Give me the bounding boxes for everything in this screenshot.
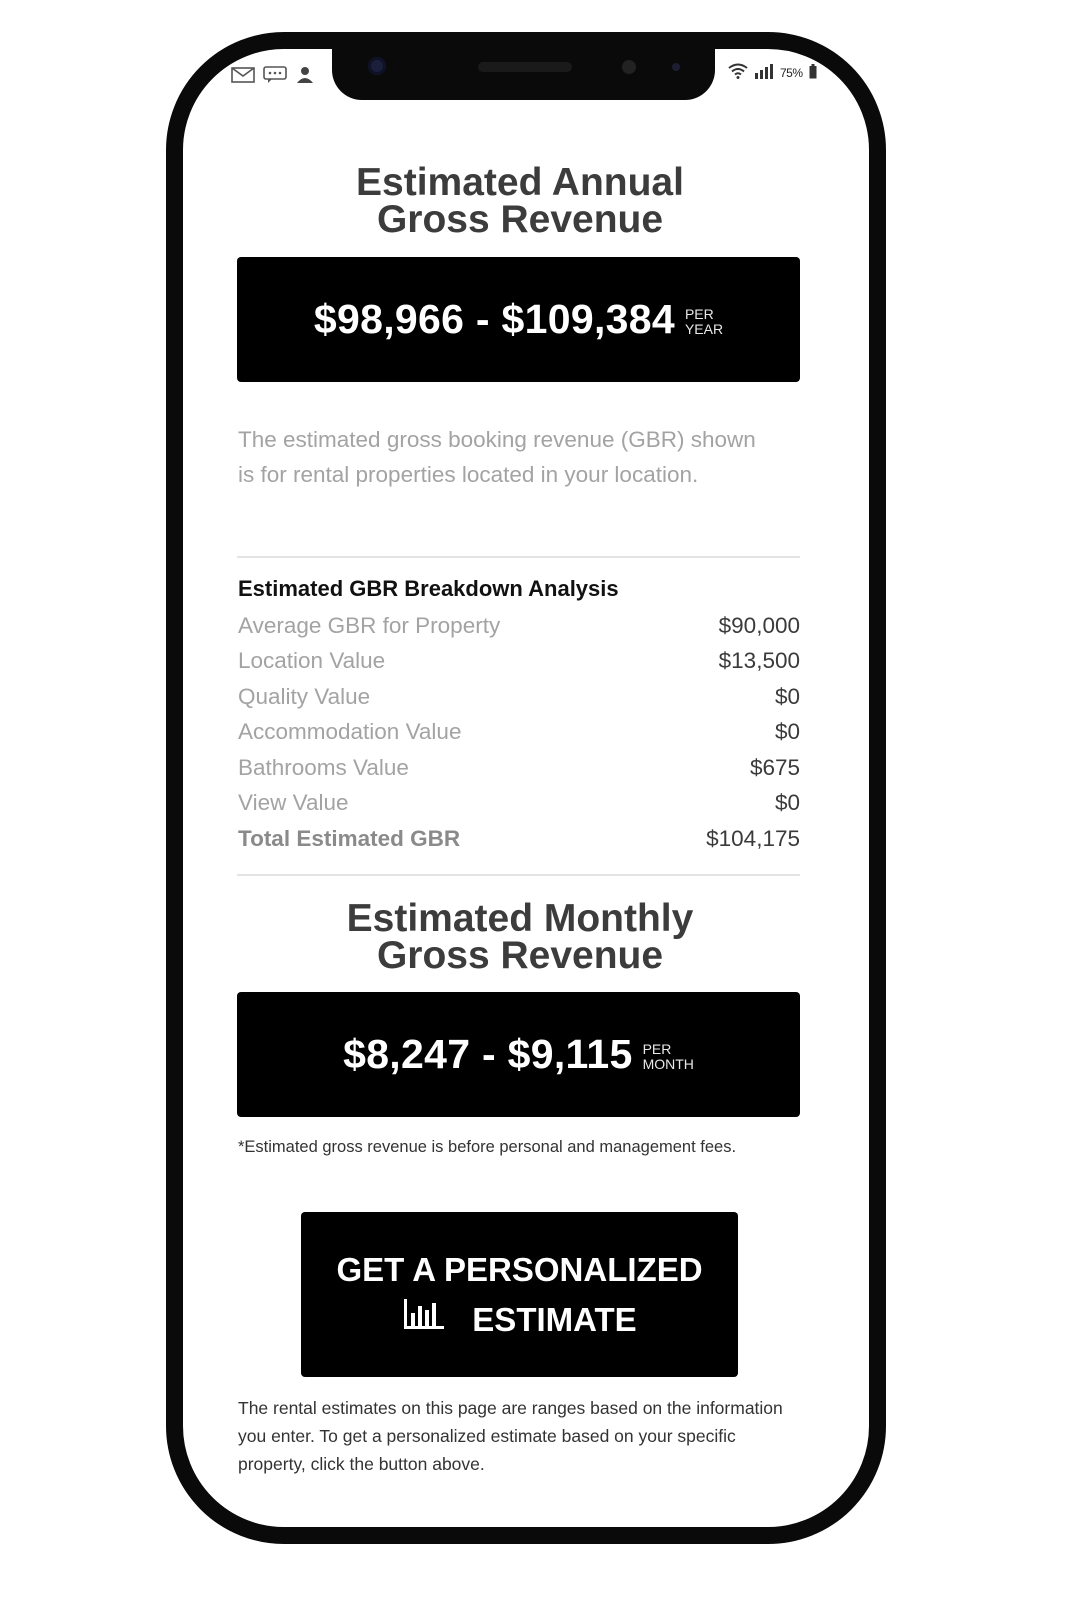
monthly-revenue-box — [237, 992, 800, 1117]
signal-icon — [754, 63, 774, 82]
breakdown-row — [238, 608, 800, 644]
breakdown-label: Accommodation Value — [238, 719, 462, 745]
estimate-disclaimer: The rental estimates on this page are ranges based on the information you enter. To get a personalized estimate based on your specific property, click the button above. — [238, 1398, 783, 1474]
status-bar-system — [728, 63, 817, 82]
breakdown-value: $0 — [774, 790, 800, 816]
personalized-estimate-button[interactable] — [301, 1212, 738, 1377]
earpiece-speaker — [478, 62, 572, 72]
breakdown-label: Average GBR for Property — [238, 612, 501, 638]
annual-title-line1: Estimated Annual — [356, 161, 684, 204]
message-icon — [263, 66, 287, 89]
monthly-title-line1: Estimated Monthly — [346, 897, 694, 940]
breakdown-value: $0 — [774, 719, 800, 745]
cta-line2 — [402, 1295, 636, 1345]
breakdown-row — [238, 644, 800, 680]
breakdown-label: Quality Value — [238, 683, 371, 709]
proximity-sensor — [622, 60, 636, 74]
status-bar-notifications — [231, 66, 315, 89]
cta-label-line2: ESTIMATE — [472, 1300, 637, 1338]
breakdown-row — [238, 750, 800, 786]
breakdown-total-label: Total Estimated GBR — [238, 825, 461, 851]
breakdown-title: Estimated GBR Breakdown Analysis — [238, 576, 619, 601]
divider — [237, 874, 800, 876]
breakdown-label: View Value — [238, 790, 349, 816]
battery-percent: 75% — [780, 65, 803, 80]
battery-icon — [809, 64, 817, 82]
breakdown-total-value: $104,175 — [706, 825, 800, 851]
monthly-unit-line2: MONTH — [642, 1055, 694, 1072]
breakdown-value: $675 — [749, 754, 800, 780]
divider — [237, 556, 800, 558]
breakdown-total-row — [238, 821, 800, 857]
wifi-icon — [728, 63, 748, 82]
mail-icon — [231, 67, 255, 88]
monthly-unit-line1: PER — [642, 1040, 672, 1057]
monthly-unit — [643, 1038, 694, 1072]
front-camera — [368, 57, 386, 75]
annual-unit-line2: YEAR — [684, 320, 724, 337]
annual-unit — [685, 303, 723, 337]
breakdown-row — [238, 679, 800, 715]
phone-notch — [332, 32, 715, 100]
monthly-revenue-range: $8,247 - $9,115 — [343, 1031, 633, 1077]
bar-chart-icon — [402, 1295, 446, 1345]
breakdown-label: Bathrooms Value — [238, 754, 409, 780]
breakdown-value: $13,500 — [718, 648, 800, 674]
cta-label-line1: GET A PERSONALIZED — [336, 1250, 703, 1288]
breakdown-table — [238, 608, 800, 857]
breakdown-row — [238, 786, 800, 822]
monthly-revenue-title — [200, 897, 840, 977]
breakdown-value: $0 — [774, 683, 800, 709]
annual-unit-line1: PER — [684, 305, 714, 322]
breakdown-value: $90,000 — [718, 612, 800, 638]
annual-revenue-range: $98,966 - $109,384 — [313, 296, 675, 342]
breakdown-row — [238, 715, 800, 751]
annual-revenue-title — [200, 161, 840, 241]
annual-revenue-box — [237, 257, 800, 382]
gbr-description: The estimated gross booking revenue (GBR) shown is for rental properties located in your location. — [238, 427, 756, 487]
person-icon — [295, 66, 315, 89]
annual-title-line2: Gross Revenue — [376, 198, 664, 241]
fees-footnote: *Estimated gross revenue is before personal and management fees. — [238, 1138, 737, 1156]
monthly-title-line2: Gross Revenue — [376, 934, 664, 977]
light-sensor — [672, 63, 680, 71]
breakdown-label: Location Value — [238, 648, 386, 674]
